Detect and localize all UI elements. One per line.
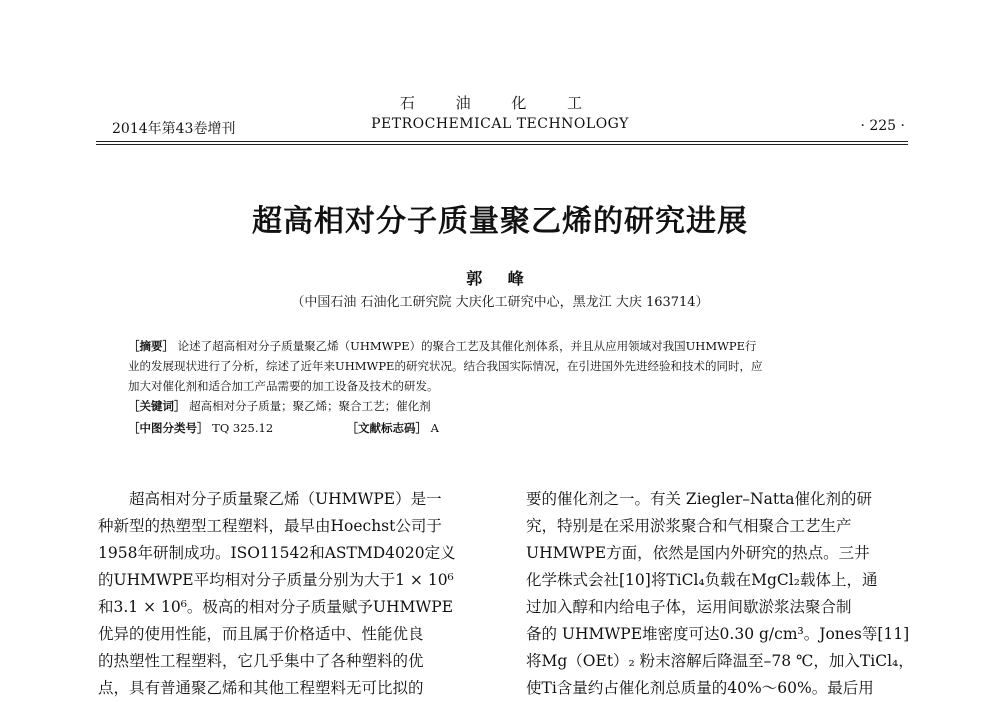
- body-line: 要的催化剂之一。有关 Ziegler–Natta催化剂的研: [526, 490, 873, 508]
- keywords-line: [128, 398, 431, 414]
- abstract-line: 业的发展现状进行了分析，综述了近年来UHMWPE的研究状况。结合我国实际情况，在引进国外先进经验和技术的同时，应: [128, 359, 763, 373]
- classification-line: [128, 420, 439, 436]
- header-rule-thin: [96, 144, 908, 145]
- body-line: 的UHMWPE平均相对分子质量分别为大于1 × 10⁶: [98, 571, 454, 589]
- abstract-label: ［摘要］: [128, 339, 174, 353]
- body-line: 究，特别是在采用淤浆聚合和气相聚合工艺生产: [526, 517, 852, 535]
- journal-name-cn: 石 油 化 工: [399, 94, 601, 112]
- body-column-left: [98, 486, 490, 702]
- journal-issue: 2014年第43卷增刊: [112, 121, 236, 137]
- abstract-line: [128, 336, 882, 356]
- abstract-line: 加大对催化剂和适合加工产品需要的加工设备及技术的研发。: [128, 379, 439, 393]
- body-line: 种新型的热塑型工程塑料，最早由Hoechst公司于: [98, 517, 442, 535]
- body-line: 点，具有普通聚乙烯和其他工程塑料无可比拟的: [98, 679, 424, 697]
- article-title: 超高相对分子质量聚乙烯的研究进展: [252, 204, 748, 239]
- journal-name-en: PETROCHEMICAL TECHNOLOGY: [371, 116, 629, 132]
- author-affiliation: （中国石油 石油化工研究院 大庆化工研究中心，黑龙江 大庆 163714）: [291, 295, 709, 310]
- body-line: 优异的使用性能，而且属于价格适中、性能优良: [98, 625, 424, 643]
- clc-label: ［中图分类号］: [128, 421, 209, 435]
- body-line: 化学株式会社[10]将TiCl₄负载在MgCl₂载体上，通: [526, 571, 878, 589]
- body-line: 超高相对分子质量聚乙烯（UHMWPE）是一: [129, 490, 442, 508]
- clc-value: TQ 325.12: [212, 421, 274, 435]
- page-number: · 225 ·: [860, 118, 905, 134]
- body-line: 使Ti含量约占催化剂总质量的40%～60%。最后用: [526, 679, 874, 697]
- keywords-text: 超高相对分子质量；聚乙烯；聚合工艺；催化剂: [189, 399, 431, 413]
- body-column-right: [526, 486, 918, 702]
- abstract-text: 论述了超高相对分子质量聚乙烯（UHMWPE）的聚合工艺及其催化剂体系，并且从应用领域对我国UHMWPE行: [177, 339, 757, 353]
- body-line: 过加入醇和内给电子体，运用间歇淤浆法聚合制: [526, 598, 852, 616]
- article-author: 郭 峰: [466, 269, 534, 288]
- abstract-block: [128, 336, 882, 396]
- body-line: 的热塑性工程塑料，它几乎集中了各种塑料的优: [98, 652, 424, 670]
- doc-code-label: ［文献标志码］: [346, 421, 427, 435]
- body-line: 将Mg（OEt）₂ 粉末溶解后降温至–78 ℃，加入TiCl₄，: [526, 652, 914, 670]
- body-line: 备的 UHMWPE堆密度可达0.30 g/cm³。Jones等[11]: [526, 625, 910, 643]
- body-line: 1958年研制成功。ISO11542和ASTMD4020定义: [98, 544, 456, 562]
- keywords-label: ［关键词］: [128, 399, 186, 413]
- doc-code-value: A: [430, 421, 439, 435]
- header-rule-thick: [96, 141, 908, 142]
- body-line: UHMWPE方面，依然是国内外研究的热点。三井: [526, 544, 870, 562]
- body-line: 和3.1 × 10⁶。极高的相对分子质量赋予UHMWPE: [98, 598, 454, 616]
